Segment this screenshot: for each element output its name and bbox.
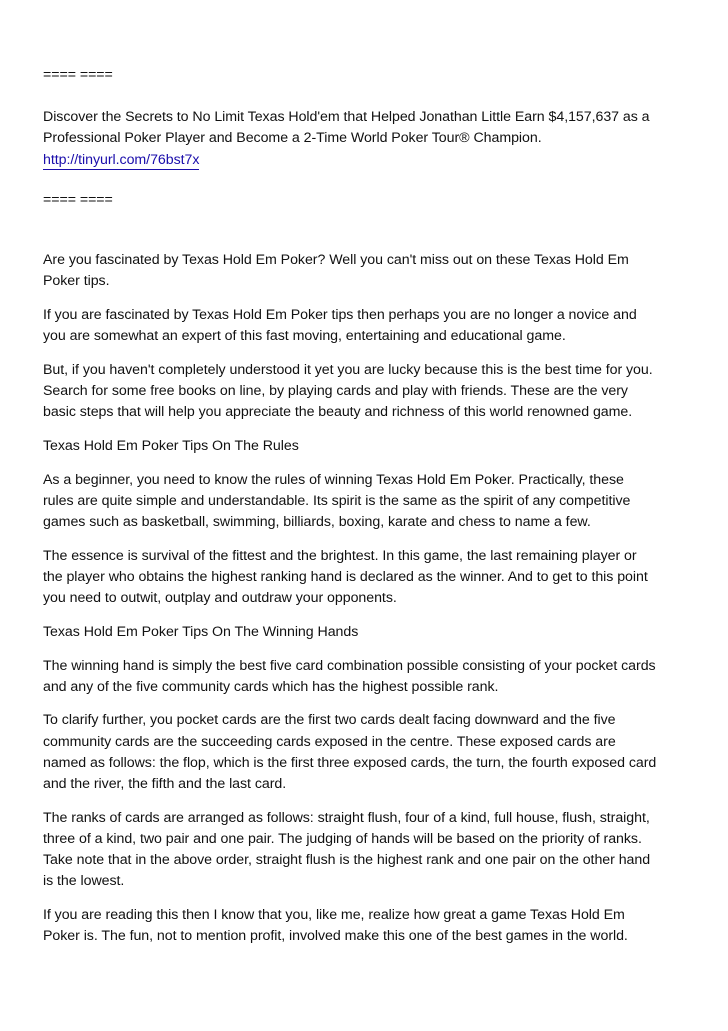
paragraph: To clarify further, you pocket cards are the first two cards dealt facing downward and the five community cards are the succeeding cards exposed in the centre. These exposed cards are named as follows: the flop, which is the first three exposed cards, the turn, the fourth exposed card and the river, the fifth and the last card. [43, 712, 657, 793]
paragraph: If you are fascinated by Texas Hold Em Poker tips then perhaps you are no longer a novice and you are somewhat an expert of this fast moving, entertaining and educational game. [43, 306, 637, 345]
paragraph: If you are reading this then I know that you, like me, realize how great a game Texas Hold Em Poker is. The fun, not to mention profit, involved make this one of the best games in the world. [43, 907, 628, 945]
article-body [43, 250, 693, 947]
separator-top: ==== ==== [43, 67, 113, 83]
intro-block [43, 107, 693, 171]
section-heading: Texas Hold Em Poker Tips On The Winning Hands [43, 623, 359, 640]
paragraph: Are you fascinated by Texas Hold Em Poker? Well you can't miss out on these Texas Hold Em Poker tips. [43, 252, 629, 290]
separator-bottom: ==== ==== [43, 191, 113, 208]
section-heading: Texas Hold Em Poker Tips On The Rules [43, 437, 299, 454]
document-page [43, 65, 693, 948]
intro-line: Discover the Secrets to No Limit Texas Hold'em that Helped Jonathan Little Earn $4,157,637 as a [43, 109, 650, 126]
paragraph: The essence is survival of the fittest and the brightest. In this game, the last remaining player or the player who obtains the highest ranking hand is declared as the winner. And to get to this point you need to outwit, outplay and outdraw your opponents. [43, 547, 648, 607]
paragraph: The ranks of cards are arranged as follows: straight flush, four of a kind, full house, flush, straight, three of a kind, two pair and one pair. The judging of hands will be based on the priority of ranks. Take note that in the above order, straight flush is the highest rank and one pair on the other hand is the lowest. [43, 809, 651, 890]
paragraph: The winning hand is simply the best five card combination possible consisting of your pocket cards and any of the five community cards which has the highest possible rank. [43, 657, 656, 695]
paragraph: As a beginner, you need to know the rules of winning Texas Hold Em Poker. Practically, these rules are quite simple and understandable. Its spirit is the same as the spirit of any competitive games such as basketball, swimming, billiards, boxing, karate and chess to name a few. [43, 471, 631, 531]
intro-line: Professional Poker Player and Become a 2-Time World Poker Tour® Champion. [43, 130, 542, 147]
paragraph: But, if you haven't completely understood it yet you are lucky because this is the best time for you. Search for some free books on line, by playing cards and play with friends. These are the very basic steps that will help you appreciate the beauty and richness of this world renowned game. [43, 361, 653, 421]
promo-link[interactable]: http://tinyurl.com/76bst7x [43, 151, 200, 168]
